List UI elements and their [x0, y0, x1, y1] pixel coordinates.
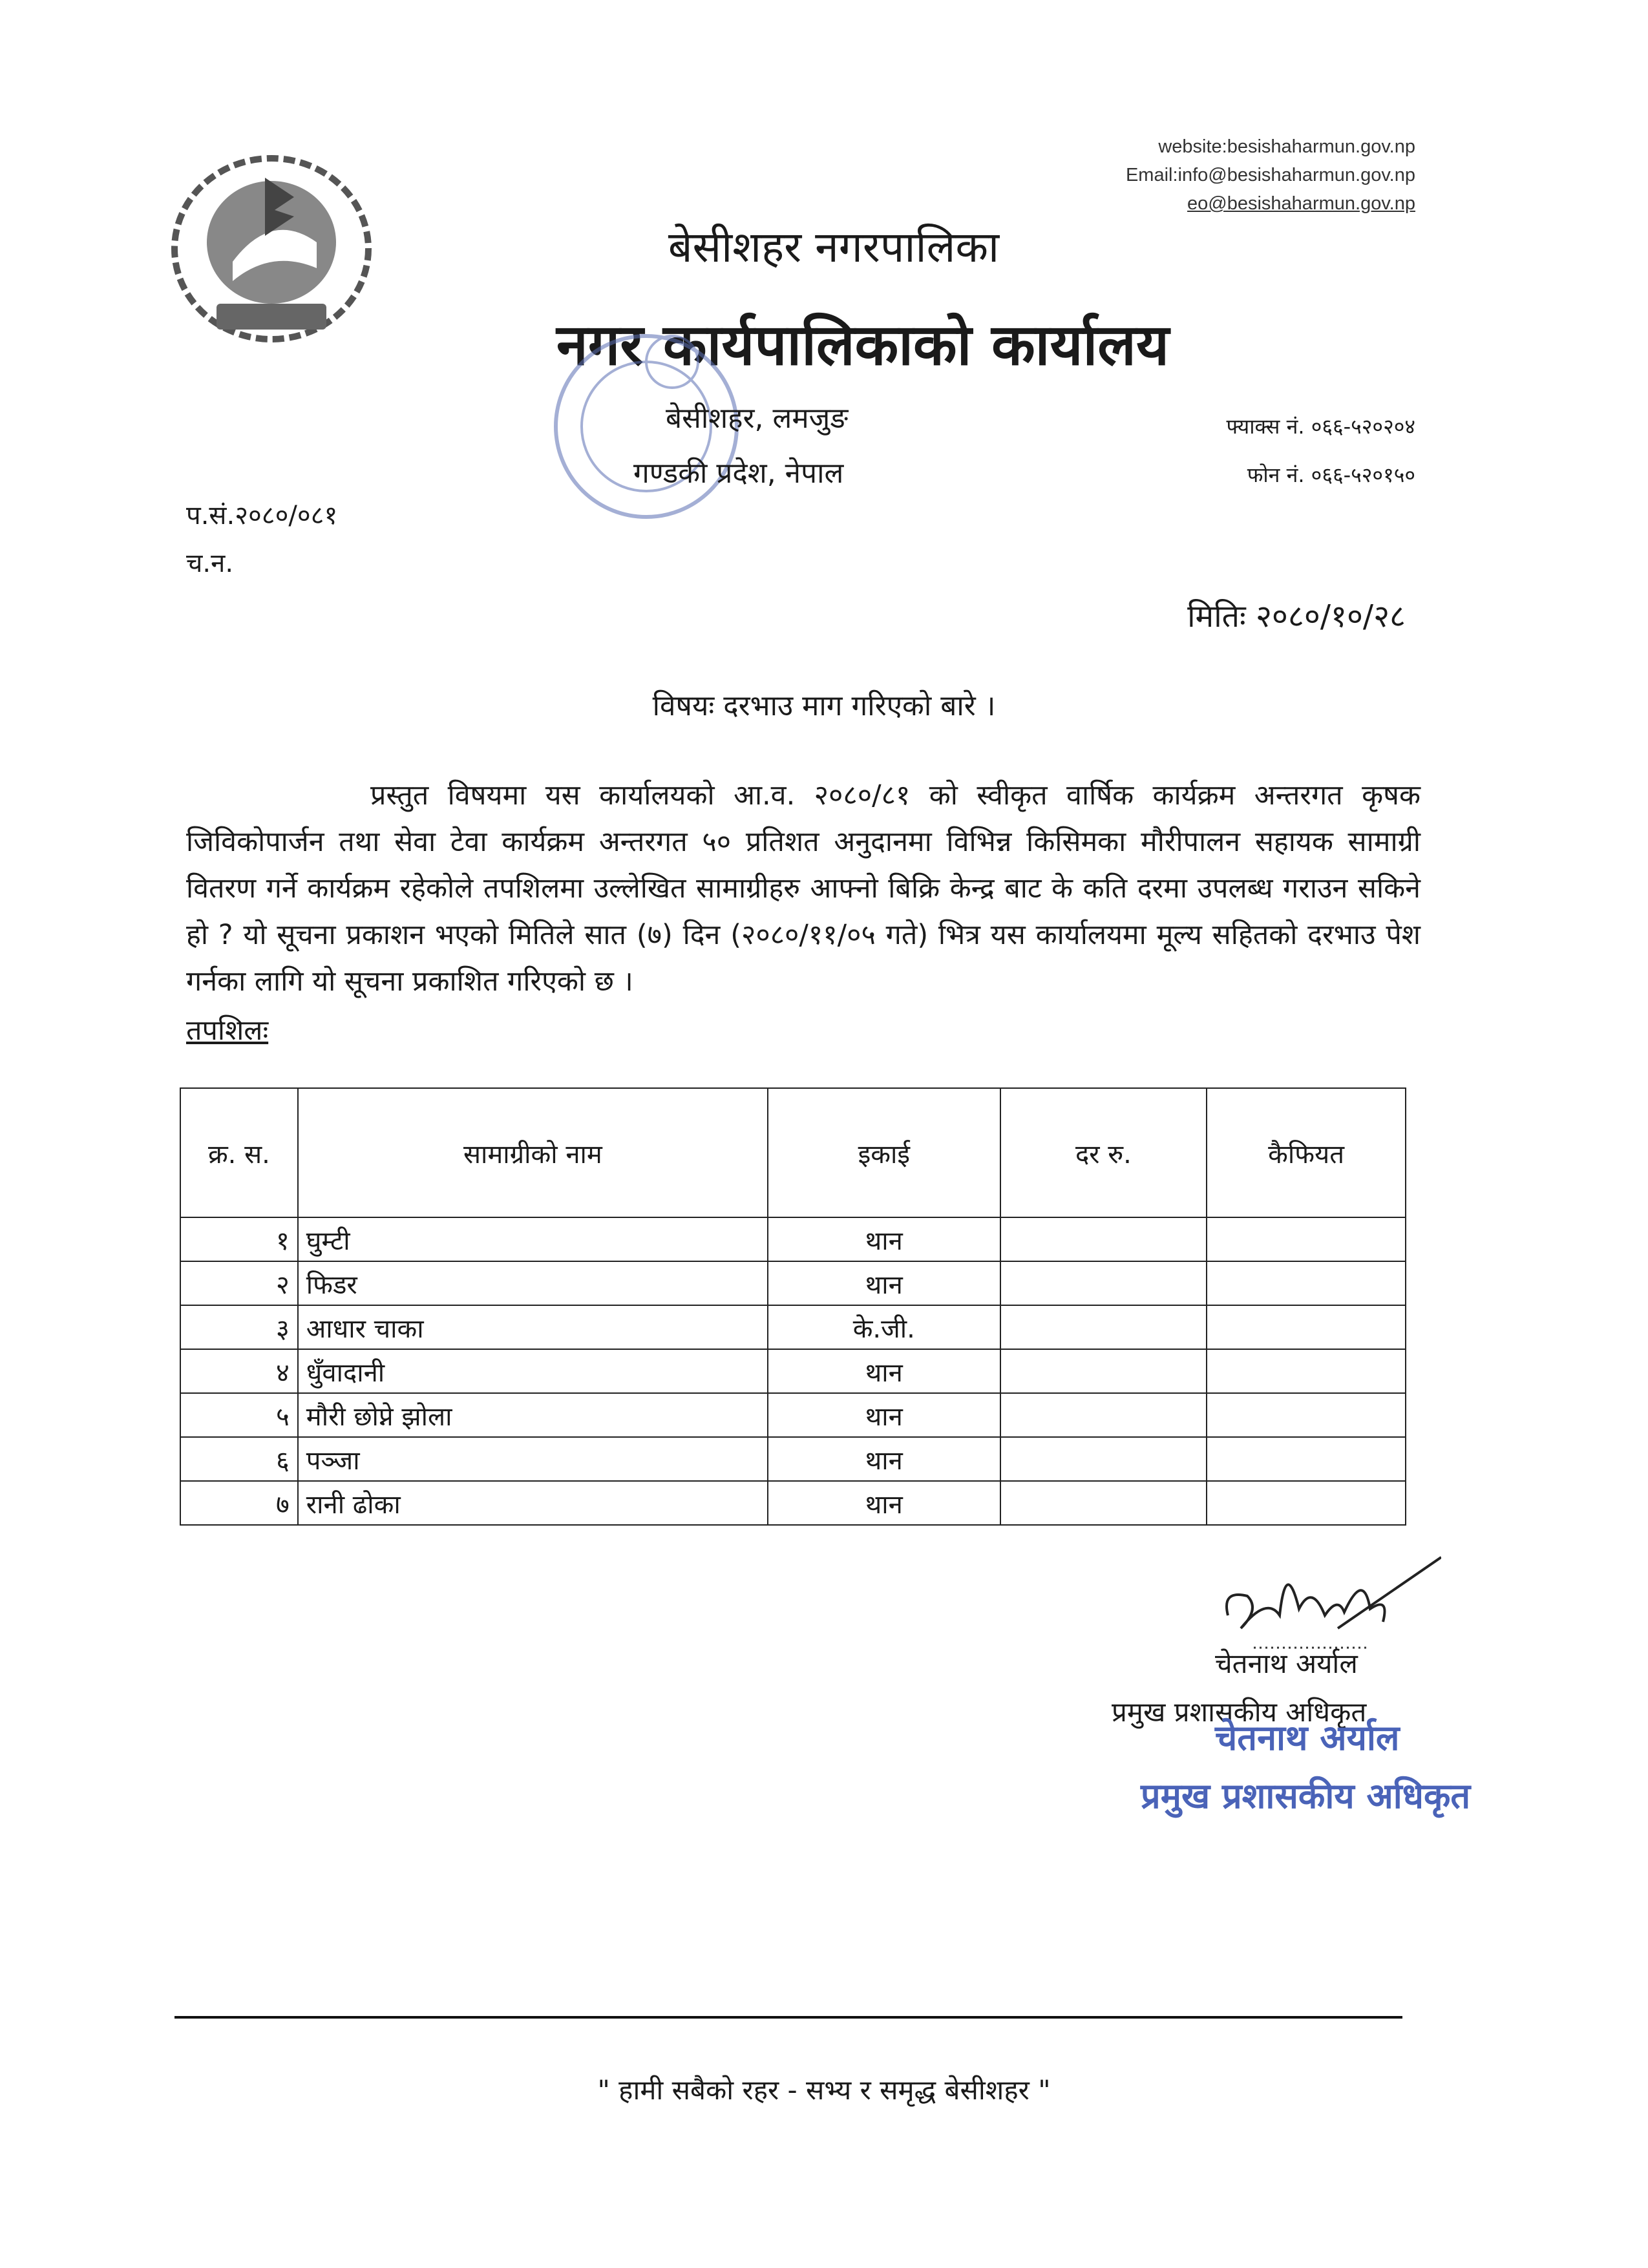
body-paragraph: प्रस्तुत विषयमा यस कार्यालयको आ.व. २०८०/८१ को स्वीकृत वार्षिक कार्यक्रम अन्तरगत कृषक जिविकोपार्जन तथा सेवा टेवा कार्यक्रम अन्तरगत ५० प्रतिशत अनुदानमा विभिन्न किसिमका मौरीपालन सहायक सामाग्री वितरण गर्ने कार्यक्रम रहेकोले तपशिलमा उल्लेखित सामाग्रीहरु आफ्नो बिक्रि केन्द्र बाट के कति दरमा उपलब्ध गराउन सकिने हो ? यो सूचना प्रकाशन भएको मितिले सात (७) दिन (२०८०/११/०५ गते) भित्र यस कार्यालयमा मूल्य सहितको दरभाउ पेश गर्नका लागि यो सूचना प्रकाशित गरिएको छ ।: [186, 779, 1421, 998]
rate-cell: [1000, 1437, 1207, 1481]
unit-cell: थान: [768, 1261, 1000, 1305]
unit-cell: के.जी.: [768, 1305, 1000, 1349]
rate-cell: [1000, 1393, 1207, 1437]
email-secondary-text: eo@besishaharmun.gov.np: [1187, 193, 1415, 214]
rate-cell: [1000, 1349, 1207, 1393]
header-unit: इकाई: [768, 1088, 1000, 1217]
serial-cell: ७: [180, 1481, 298, 1525]
item-name-cell: घुम्टी: [298, 1217, 768, 1261]
table-row: [180, 1261, 1406, 1305]
footer-divider: [174, 2016, 1402, 2019]
municipality-name: बेसीशहर नगरपालिका: [668, 222, 1000, 272]
rate-cell: [1000, 1305, 1207, 1349]
table-row: [180, 1217, 1406, 1261]
serial-cell: ३: [180, 1305, 298, 1349]
remarks-cell: [1207, 1217, 1406, 1261]
rate-cell: [1000, 1217, 1207, 1261]
stamp-signatory-name: चेतनाथ अर्याल: [1215, 1717, 1400, 1758]
rate-cell: [1000, 1481, 1207, 1525]
table-row: [180, 1393, 1406, 1437]
table-row: [180, 1349, 1406, 1393]
phone-number: फोन नं. ०६६-५२०१५०: [1247, 463, 1415, 487]
letter-date: मितिः २०८०/१०/२८: [1187, 598, 1406, 635]
subject-line: विषयः दरभाउ माग गरिएको बारे ।: [652, 689, 996, 722]
serial-cell: ६: [180, 1437, 298, 1481]
remarks-cell: [1207, 1393, 1406, 1437]
table-header-row: [180, 1088, 1406, 1217]
item-name-cell: रानी ढोका: [298, 1481, 768, 1525]
dispatch-number: च.न.: [186, 549, 234, 578]
address-line-1: बेसीशहर, लमजुङ: [666, 402, 849, 435]
fax-number: फ्याक्स नं. ०६६-५२०२०४: [1226, 414, 1415, 439]
remarks-cell: [1207, 1349, 1406, 1393]
item-name-cell: धुँवादानी: [298, 1349, 768, 1393]
reference-number: प.सं.२०८०/०८१: [186, 501, 338, 530]
email-text: Email:info@besishaharmun.gov.np: [1125, 165, 1415, 185]
item-name-cell: आधार चाका: [298, 1305, 768, 1349]
header-item-name: सामाग्रीको नाम: [298, 1088, 768, 1217]
serial-cell: ५: [180, 1393, 298, 1437]
header-rate: दर रु.: [1000, 1088, 1207, 1217]
stamp-signatory-title: प्रमुख प्रशासकीय अधिकृत: [1141, 1776, 1471, 1816]
remarks-cell: [1207, 1437, 1406, 1481]
remarks-cell: [1207, 1261, 1406, 1305]
contact-info: [1126, 132, 1415, 218]
website-text: website:besishaharmun.gov.np: [1158, 136, 1415, 157]
signatory-name: चेतनाथ अर्याल: [1215, 1648, 1358, 1679]
unit-cell: थान: [768, 1481, 1000, 1525]
signatory-title: प्रमुख प्रशासकीय अधिकृत: [1112, 1696, 1367, 1728]
table-row: [180, 1437, 1406, 1481]
unit-cell: थान: [768, 1349, 1000, 1393]
serial-cell: ४: [180, 1349, 298, 1393]
table-row: [180, 1305, 1406, 1349]
rate-cell: [1000, 1261, 1207, 1305]
office-title: नगर कार्यपालिकाको कार्यालय: [556, 311, 1169, 378]
header-remarks: कैफियत: [1207, 1088, 1406, 1217]
remarks-cell: [1207, 1305, 1406, 1349]
item-name-cell: फिडर: [298, 1261, 768, 1305]
address-line-2: गण्डकी प्रदेश, नेपाल: [633, 457, 844, 490]
items-table: [180, 1087, 1406, 1526]
item-name-cell: मौरी छोप्ने झोला: [298, 1393, 768, 1437]
item-name-cell: पञ्जा: [298, 1437, 768, 1481]
unit-cell: थान: [768, 1437, 1000, 1481]
footer-motto: " हामी सबैको रहर - सभ्य र समृद्ध बेसीशहर ": [597, 2074, 1051, 2106]
annex-label: तपशिलः: [186, 1014, 269, 1047]
unit-cell: थान: [768, 1217, 1000, 1261]
serial-cell: २: [180, 1261, 298, 1305]
unit-cell: थान: [768, 1393, 1000, 1437]
header-serial: क्र. स.: [180, 1088, 298, 1217]
serial-cell: १: [180, 1217, 298, 1261]
